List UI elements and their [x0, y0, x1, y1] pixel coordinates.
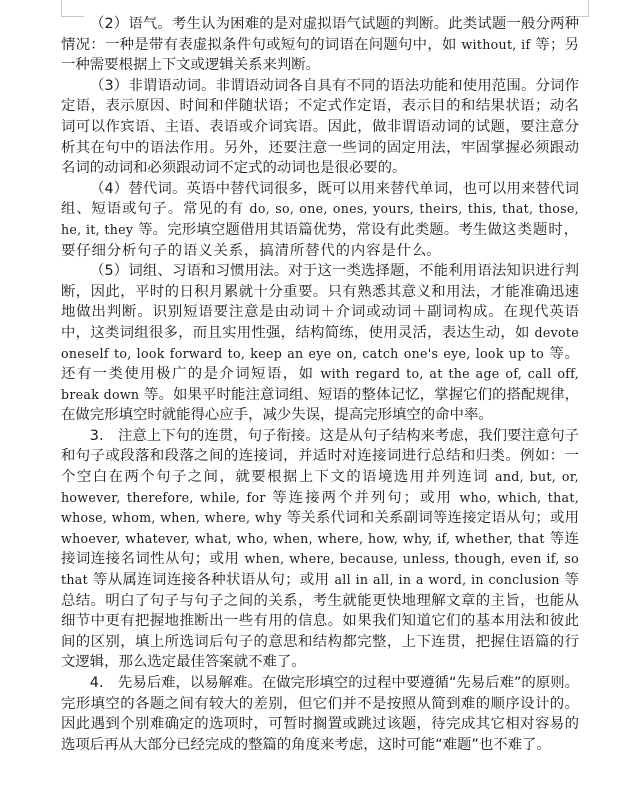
han-run: 等从属连词连接各种状语从句；或用: [87, 572, 335, 589]
latin-run: all in all, in a word, in conclusion: [334, 572, 560, 588]
han-run: 3. 注意上下句的连贯，句子衔接。这是从句子结构来考虑，我们要注意句子和句子或段落和段落之间的连接词，并适时对连接词进行总结和归类。例如：一个空白在两个句子之间，就要根据上下文的语境选用并列连词: [61, 427, 579, 486]
han-run: （3）非谓语动词。非谓语动词各自具有不同的语法功能和使用范围。分词作定语，表示原因、时间和伴随状语；不定式作定语，表示目的和结果状语；动名词可以作宾语、主语、表语或介词宾语。因此，做非谓语动词的试题，要注意分析其在句中的语法作用。另外，还要注意一些词的固定用法，牢固掌握必须跟动名词的动词和必须跟动词不定式的动词也是很必要的。: [61, 77, 579, 177]
han-run: 等。如果平时能注意词组、短语的整体记忆，掌握它们的搭配规律，在做完形填空时就能得心应手，减少失误，提高完形填空的命中率。: [61, 386, 579, 424]
paragraph: [61, 261, 579, 426]
han-run: （5）词组、习语和习惯用法。对于这一类选择题，不能利用语法知识进行判断，因此，平时的日积月累就十分重要。只有熟悉其意义和用法，才能准确迅速地做出判断。识别短语要注意是由动词＋介词或动词＋副词构成。在现代英语中，这类词组很多，而且实用性强，结构简练，使用灵活，表达生动，如: [61, 263, 579, 341]
latin-run: when, where, because, unless, though, even if, so that: [61, 551, 580, 588]
han-run: 等连接词连接名词性从句；或用: [61, 530, 579, 568]
han-run: （2）语气。考生认为困难的是对虚拟语气试题的判断。此类试题一般分两种情况：一种是带有表虚拟条件句或短句的词语在问题句中，如: [61, 16, 579, 53]
han-run: 么。: [411, 242, 441, 259]
han-run: 等；另一种需要根据上下文或逻辑关系来判断。: [61, 36, 580, 74]
paragraph: [61, 76, 579, 179]
han-run: （4）替代词。英语中替代词很多，既可以用来替代单词，也可以用来替代词组、短语或句子。常见的有: [61, 180, 579, 218]
paragraph: [61, 426, 579, 673]
han-run: 等。还有一类使用极广的是介词短语，如: [61, 345, 580, 383]
latin-run: whoever, whatever, what, who, when, where, how, why, if, whether, that: [61, 530, 545, 546]
latin-run: without, if: [461, 36, 531, 52]
latin-run: and, but, or, however, therefore, while, for: [61, 469, 579, 505]
latin-run: with regard to, at the age of, call off, break down: [61, 366, 579, 402]
latin-run: who, which, that, whose, whom, when, where, why: [61, 489, 579, 526]
latin-run: devote oneself to, look forward to, keep an eye on, catch one's eye, look up to: [61, 324, 579, 361]
han-run: 等关系代词和关系副词等连接定语从句；或用: [281, 510, 580, 527]
paragraph: [61, 179, 579, 261]
latin-run: do, so, one, ones, yours, theirs, this, that, those, he, it, they: [61, 201, 579, 237]
han-run: 4. 先易后难，以易解难。在做完形填空的过程中要遵循“先易后难”的原则。完形填空的各题之间有较大的差别，但它们并不是按照从简到难的顺序设计的。因此遇到个别难确定的选项时，可暂时搁置或跳过该题，待完成其它相对容易的选项后再从大部分已经完成的整篇的角度来考虑，这时可能“难题”也不难了。: [61, 675, 579, 753]
han-run: 等总结。明白了句子与句子之间的关系，考生就能更快地理解文章的主旨，也能从细节中更有把握地推断出一些有用的信息。如果我们知道它们的基本用法和彼此间的区别，填上所选词后句子的意思和结构都完整，上下连贯，把握住语篇的行文逻辑，那么选定最佳答案就不难了。: [61, 572, 579, 671]
han-run: 等。完形填空题借用其语篇优势，常设有此类题。考生做: [133, 221, 503, 238]
paragraph: [61, 14, 579, 76]
han-run: 等连接两个并列句；或用: [265, 489, 460, 506]
han-run-justified: 这类题时，要仔细分析句子的语义关系，搞清所替代的内容是什: [61, 221, 579, 259]
paragraph: [61, 673, 579, 755]
document-text-body: [61, 14, 579, 755]
